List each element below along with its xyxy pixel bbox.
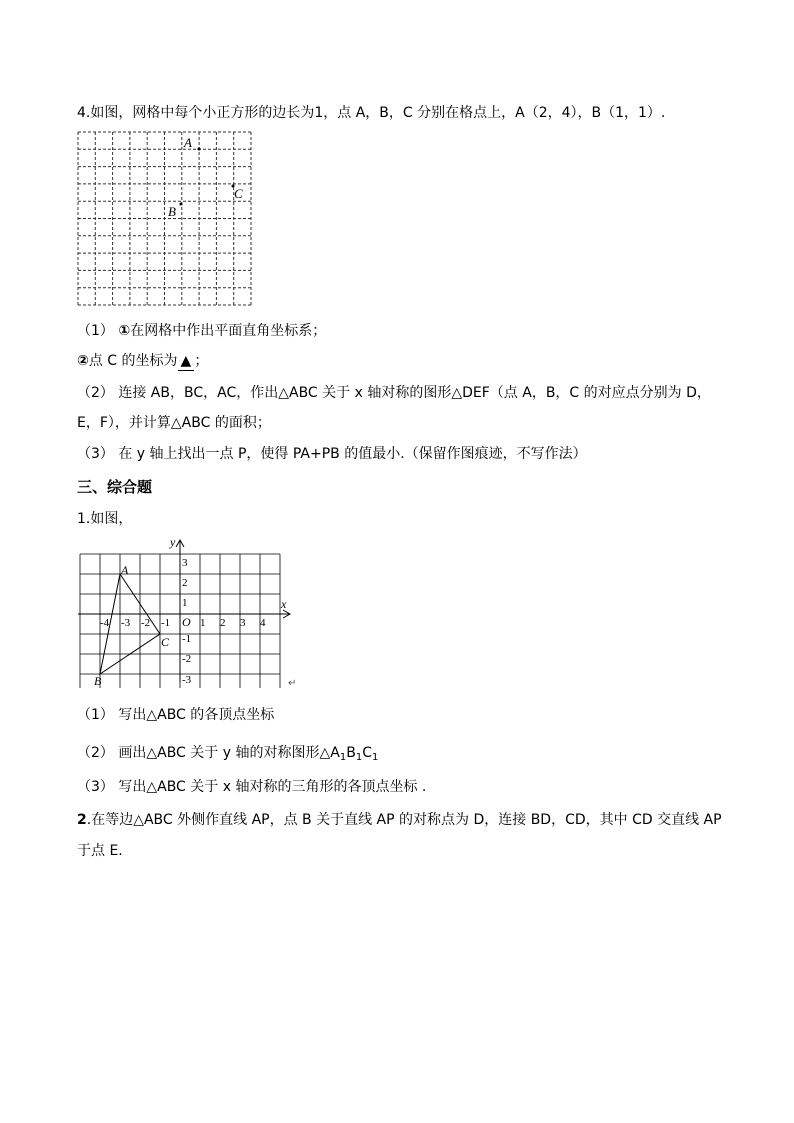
- q4-part2-line2: E，F），并计算△ABC 的面积；: [77, 415, 271, 431]
- q4-grid-figure: [76, 130, 252, 310]
- q4-part1b-end: ；: [194, 353, 209, 369]
- y-tick: -2: [182, 653, 192, 665]
- q1-part2-c: C: [362, 745, 372, 761]
- q4-stem: 4.如图，网格中每个小正方形的边长为1，点 A，B，C 分别在格点上，A（2，4），B（1，1）.: [77, 105, 666, 121]
- q2-line1: [77, 811, 722, 829]
- x-tick: -4: [100, 617, 110, 629]
- q1-part2-b: B: [346, 745, 356, 761]
- q4-part1-circle: ①: [118, 323, 131, 339]
- q2-number: 2: [77, 812, 87, 828]
- y-tick: 3: [182, 557, 188, 569]
- y-tick: 1: [182, 597, 188, 609]
- q4-part1b-circle: ②: [77, 353, 89, 369]
- return-mark: ↵: [288, 678, 297, 688]
- q1-part3: （3） 写出△ABC 关于 x 轴对称的三角形的各顶点坐标 .: [77, 779, 427, 795]
- section-title: 三、综合题: [77, 478, 153, 496]
- q4-part1b-text: 点 C 的坐标为: [88, 353, 178, 369]
- q1-part2-text: （2） 画出△ABC 关于 y 轴的对称图形△A: [77, 745, 340, 761]
- q4-label-a: A: [184, 135, 192, 150]
- q2-line2: 于点 E.: [77, 843, 123, 859]
- q4-part2-line1: （2） 连接 AB，BC，AC，作出△ABC 关于 x 轴对称的图形△DEF（点 A，B，C 的对应点分别为 D，: [77, 385, 711, 401]
- q1-part2: [77, 744, 378, 767]
- q1-part2-sub: 1: [339, 752, 347, 763]
- q4-part1-text: 在网格中作出平面直角坐标系；: [130, 323, 327, 339]
- vertex-c-label: C: [161, 635, 170, 649]
- q4-point-c: [232, 185, 235, 188]
- q4-part1b: [77, 352, 208, 371]
- x-tick: 1: [200, 617, 206, 629]
- q1-part1: （1） 写出△ABC 的各顶点坐标: [77, 707, 275, 723]
- x-tick: -1: [161, 617, 171, 629]
- q4-point-a: [198, 148, 201, 151]
- y-tick: -3: [182, 674, 192, 686]
- x-tick: 4: [260, 617, 266, 629]
- q4-label-c: C: [234, 186, 243, 201]
- vertex-a-label: A: [121, 563, 129, 577]
- vertex-b-label: B: [94, 674, 102, 688]
- axis-y-label: y: [170, 535, 176, 549]
- q1-stem: 1.如图，: [77, 511, 133, 527]
- x-tick: 2: [220, 617, 226, 629]
- x-tick: -3: [121, 617, 131, 629]
- y-tick: 2: [182, 577, 188, 589]
- q2-text: .在等边△ABC 外侧作直线 AP，点 B 关于直线 AP 的对称点为 D，连接 BD，CD，其中 CD 交直线 AP: [86, 812, 722, 828]
- q1-part2-sub: 1: [355, 752, 363, 763]
- q4-part1-prefix: （1）: [77, 323, 114, 339]
- axis-x-label: x: [281, 597, 287, 611]
- y-tick: -1: [182, 633, 192, 645]
- q4-point-b: [180, 203, 183, 206]
- coordinate-figure: [76, 534, 300, 688]
- x-tick: -2: [141, 617, 151, 629]
- x-tick: 3: [240, 617, 246, 629]
- q4-part3: （3） 在 y 轴上找出一点 P，使得 PA+PB 的值最小.（保留作图痕迹，不写作法）: [77, 446, 587, 462]
- q1-part2-sub: 1: [371, 752, 379, 763]
- q4-part1: [77, 322, 326, 340]
- answer-blank: ▲: [178, 352, 195, 371]
- origin-label: O: [182, 615, 191, 629]
- q4-label-b: B: [168, 204, 176, 219]
